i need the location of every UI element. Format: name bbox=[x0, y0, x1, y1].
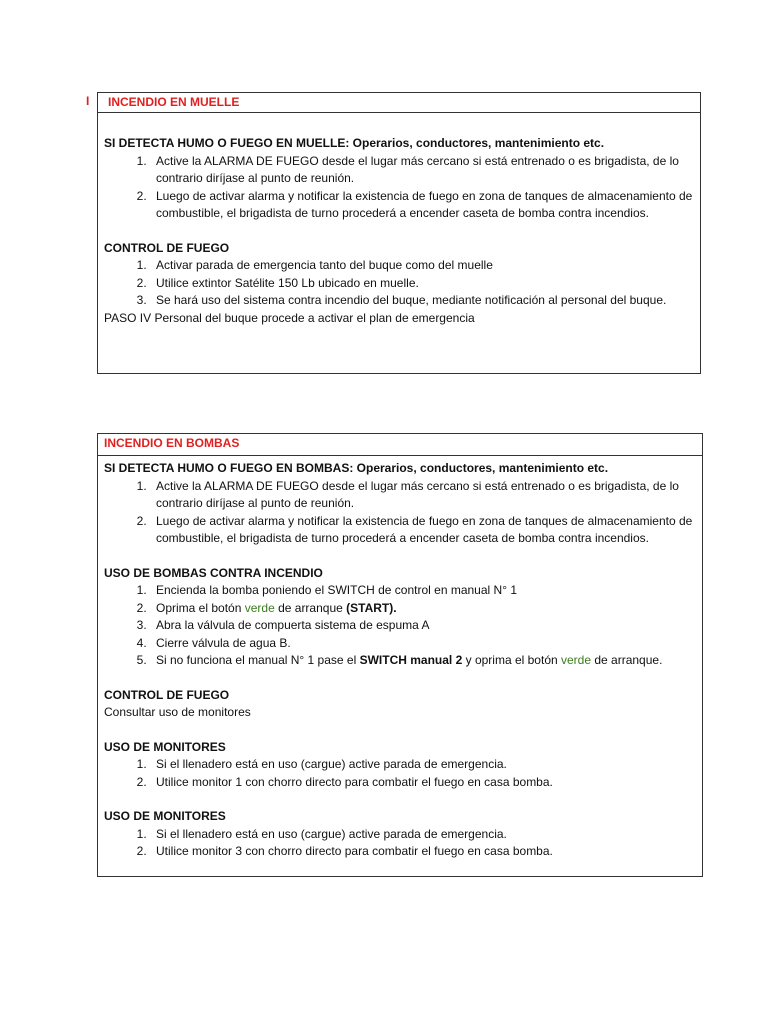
section-header bbox=[98, 93, 700, 113]
list-item: 1. Si el llenadero está en uso (cargue) active parada de emergencia. bbox=[150, 826, 696, 844]
alarm-steps bbox=[104, 478, 696, 548]
list-item: 1. Si el llenadero está en uso (cargue) active parada de emergencia. bbox=[150, 756, 696, 774]
control-heading: CONTROL DE FUEGO bbox=[104, 687, 230, 702]
section-marker: I bbox=[86, 94, 90, 108]
list-item: 1. Active la ALARMA DE FUEGO desde el lugar más cercano si está entrenado o es brigadista, de lo contrario diríjase al punto de reunión. bbox=[150, 153, 694, 188]
monitor-steps bbox=[104, 756, 696, 791]
list-item: 1. Activar parada de emergencia tanto del buque como del muelle bbox=[150, 257, 694, 275]
list-item: 1. Encienda la bomba poniendo el SWITCH de control en manual N° 1 bbox=[150, 582, 696, 600]
list-item: 3. Se hará uso del sistema contra incendio del buque, mediante notificación al personal del buque. bbox=[150, 292, 694, 310]
list-item: 2. Luego de activar alarma y notificar la existencia de fuego en zona de tanques de almacenamiento de combustible, el brigadista de turno procederá a encender caseta de bomba contra incendios. bbox=[150, 513, 696, 548]
control-steps bbox=[104, 257, 694, 310]
detect-intro: SI DETECTA HUMO O FUEGO EN MUELLE: Operarios, conductores, mantenimiento etc. bbox=[104, 136, 605, 150]
section-incendio-bombas bbox=[97, 433, 703, 877]
alarm-steps bbox=[104, 153, 694, 223]
green-word: verde bbox=[244, 600, 275, 615]
list-item: 3. Abra la válvula de compuerta sistema de espuma A bbox=[150, 617, 696, 635]
control-text: Consultar uso de monitores bbox=[104, 705, 251, 719]
monitors-heading: USO DE MONITORES bbox=[104, 739, 226, 754]
list-item: 2. Utilice extintor Satélite 150 Lb ubicado en muelle. bbox=[150, 275, 694, 293]
section-header bbox=[98, 434, 702, 456]
list-item: 2. Utilice monitor 1 con chorro directo para combatir el fuego en casa bomba. bbox=[150, 774, 696, 792]
section-title: INCENDIO EN MUELLE bbox=[108, 95, 240, 109]
control-heading: CONTROL DE FUEGO bbox=[104, 240, 230, 255]
list-item: 2. Luego de activar alarma y notificar la existencia de fuego en zona de tanques de almacenamiento de combustible, el brigadista de turno procederá a encender caseta de bomba contra incendios. bbox=[150, 188, 694, 223]
pump-steps bbox=[104, 582, 696, 670]
section-body bbox=[98, 113, 700, 327]
list-item: 4. Cierre válvula de agua B. bbox=[150, 635, 696, 653]
monitor-steps bbox=[104, 826, 696, 861]
monitors-heading: USO DE MONITORES bbox=[104, 809, 226, 823]
green-word: verde bbox=[561, 653, 592, 667]
section-incendio-muelle bbox=[97, 92, 701, 374]
paso-text: PASO IV Personal del buque procede a activar el plan de emergencia bbox=[104, 310, 475, 325]
pumps-heading: USO DE BOMBAS CONTRA INCENDIO bbox=[104, 565, 323, 580]
list-item: 2. Utilice monitor 3 con chorro directo para combatir el fuego en casa bomba. bbox=[150, 843, 696, 861]
list-item: 5. Si no funciona el manual N° 1 pase el SWITCH manual 2 y oprima el botón verde de arranque. bbox=[150, 652, 696, 670]
detect-intro: SI DETECTA HUMO O FUEGO EN BOMBAS: Operarios, conductores, mantenimiento etc. bbox=[104, 461, 609, 475]
list-item: 2. Oprima el botón verde de arranque (START). bbox=[150, 600, 696, 618]
section-body bbox=[98, 456, 702, 861]
section-title: INCENDIO EN BOMBAS bbox=[104, 436, 240, 450]
list-item: 1. Active la ALARMA DE FUEGO desde el lugar más cercano si está entrenado o es brigadista, de lo contrario diríjase al punto de reunión. bbox=[150, 478, 696, 513]
